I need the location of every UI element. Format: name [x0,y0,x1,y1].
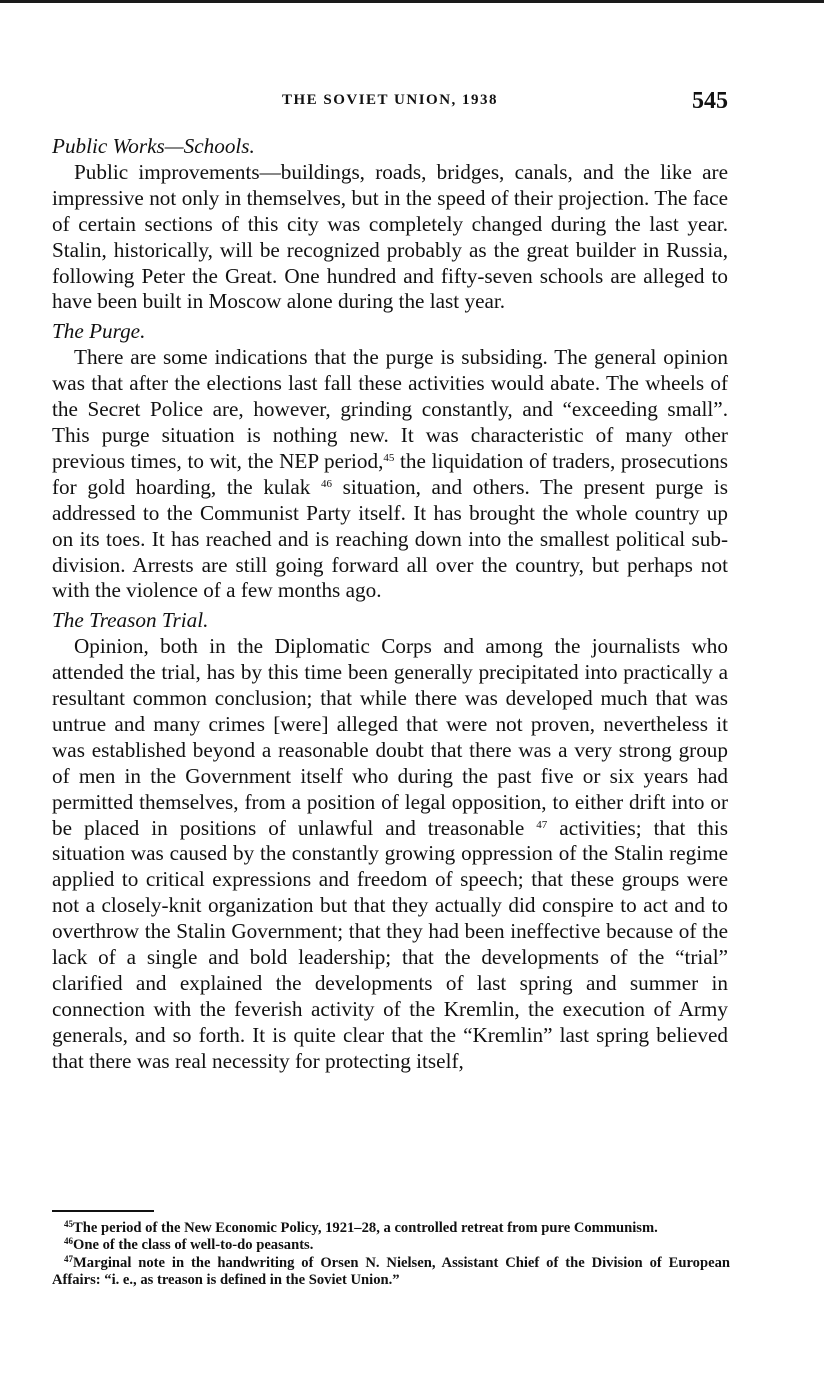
footnote-ref-45[interactable]: 45 [383,451,395,464]
page-header [52,88,728,118]
paragraph-text: There are some indications that the purge is subsiding. The general opinion was that after the elections last fall these activities would abate. The wheels of the Secret Police are, however, grinding constantly, and “exceeding small”. This purge situation is nothing new. It was characteristic of many other previous times, to wit, the NEP period, [52,345,728,473]
section-heading: The Treason Trial. [52,608,209,633]
section-public-works [52,134,728,315]
footnote-number: 46 [64,1236,73,1247]
paragraph [52,634,728,1074]
footnotes [52,1220,730,1290]
footnote-46 [52,1237,730,1254]
footnote-number: 45 [64,1219,73,1229]
paragraph [52,345,728,604]
footnote-text: One of the class of well-to-do peasants. [73,1237,314,1254]
footnote-ref-46[interactable]: 46 [321,477,333,490]
section-heading: Public Works—Schools. [52,134,255,158]
section-purge [52,319,728,604]
footnote-45 [52,1220,730,1237]
paragraph: Public improvements—buildings, roads, bridges, canals, and the like are impressive not only in themselves, but in the speed of their projection. The face of certain sections of this city was completely changed during the last year. Stalin, historically, will be recognized probably as the great builder in Russia, following Peter the Great. One hundred and fifty-seven schools are alleged to have been built in Moscow alone during the last year. [52,159,728,314]
footnote-47 [52,1255,730,1290]
paragraph-text: the liquidation of traders, prosecutions for gold hoarding, the kulak [52,448,728,499]
paragraph-text: Opinion, both in the Diplomatic Corps and among the journalists who attended the trial, has by this time been generally precipitated into practically a resultant common conclusion; that while there was developed much that was untrue and many crimes [were] alleged that were not proven, nevertheless it was established beyond a reasonable doubt that there was a very strong group of men in the Government itself who during the past five or six years had permitted themselves, from a position of legal opposition, to either drift into or be placed in positions of unlawful and treasonable [52,634,728,840]
footnote-text: The period of the New Economic Policy, 1921–28, a controlled retreat from pure Communism. [73,1220,658,1236]
running-head: THE SOVIET UNION, 1938 [281,92,499,108]
paragraph-text: activities; that this situation was caused by the constantly growing oppression of the Stalin regime applied to critical expressions and freedom of speech; that these groups were not a closely-knit organization but that they actually did conspire to act and to overthrow the Stalin Government; that they had been ineffective because of the lack of a single and bold leadership; that the developments of the “trial” clarified and explained the developments of last spring and summer in connection with the feverish activity of the Kremlin, the execution of Army generals, and so forth. It is quite clear that the “Kremlin” last spring believed that there was real necessity for protecting itself, [52,815,728,1073]
section-heading: The Purge. [52,319,146,344]
top-border-line [0,0,824,3]
footnote-number: 47 [64,1253,73,1264]
page-body [52,134,728,1079]
footnote-ref-47[interactable]: 47 [536,818,548,831]
section-treason-trial [52,608,728,1074]
paragraph-text: situation, and others. The present purge is addressed to the Communist Party itself. It has brought the whole country up on its toes. It has reached and is reaching down into the smallest political sub-division. Arrests are still going forward all over the country, but perhaps not with the violence of a few months ago. [52,474,728,603]
footnote-text: Marginal note in the handwriting of Orsen N. Nielsen, Assistant Chief of the Division of European Affairs: “i. e., as treason is defined in the Soviet Union.” [52,1254,730,1289]
footnote-divider [52,1210,154,1212]
page-number: 545 [692,88,728,114]
